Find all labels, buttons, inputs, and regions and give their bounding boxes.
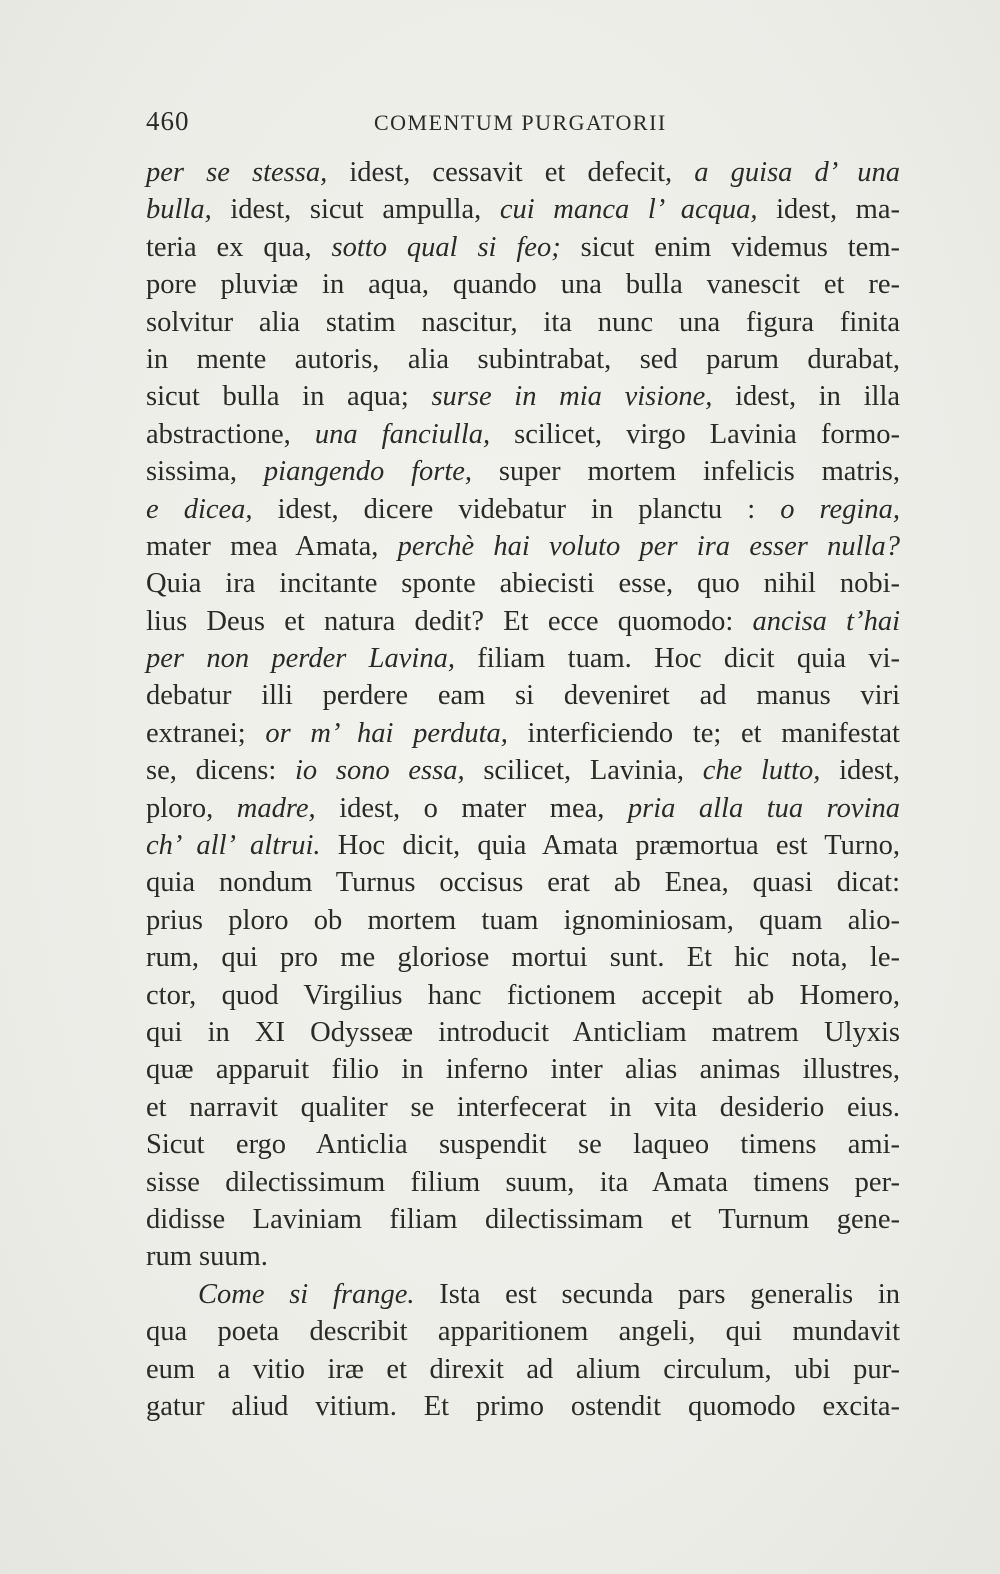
text-line: per non perder Lavina, filiam tuam. Hoc dicit quia vi- <box>146 643 900 675</box>
text-line: extranei; or m’ hai perduta, interficiendo te; et manifestat <box>146 717 900 749</box>
commentary-text <box>146 154 900 1425</box>
text-line: bulla, idest, sicut ampulla, cui manca l’ acqua, idest, ma- <box>146 194 900 226</box>
text-line: per se stessa, idest, cessavit et defecit, a guisa d’ una <box>146 157 901 188</box>
text-line: ch’ all’ altrui. Hoc dicit, quia Amata præmortua est Turno, <box>146 830 900 862</box>
page-header <box>146 106 900 146</box>
text-line: abstractione, una fanciulla, scilicet, virgo Lavinia formo- <box>146 418 901 450</box>
text-line: in mente autoris, alia subintrabat, sed parum durabat, <box>146 343 900 375</box>
text-line: quia nondum Turnus occisus erat ab Enea, quasi dicat: <box>146 867 900 899</box>
text-line: didisse Laviniam filiam dilectissimam et Turnum gene- <box>146 1203 900 1235</box>
text-line: et narravit qualiter se interfecerat in vita desiderio eius. <box>146 1091 900 1123</box>
text-line: mater mea Amata, perchè hai voluto per ira esser nulla? <box>146 530 900 562</box>
text-line: pore pluviæ in aqua, quando una bulla vanescit et re- <box>146 269 900 301</box>
text-line: rum, qui pro me gloriose mortui sunt. Et hic nota, le- <box>146 942 900 974</box>
text-line: debatur illi perdere eam si deveniret ad manus viri <box>146 680 900 712</box>
page-number: 460 <box>146 106 190 136</box>
text-line: sissima, piangendo forte, super mortem infelicis matris, <box>146 456 900 488</box>
text-line: qui in XI Odysseæ introducit Anticliam matrem Ulyxis <box>146 1016 900 1048</box>
text-line-paragraph-end: rum suum. <box>146 1241 268 1273</box>
text-line: eum a vitio iræ et direxit ad alium circulum, ubi pur- <box>146 1353 900 1385</box>
text-line: solvitur alia statim nascitur, ita nunc una figura finita <box>146 306 900 338</box>
text-line: ctor, quod Virgilius hanc fictionem accepit ab Homero, <box>146 979 900 1011</box>
running-title: COMENTUM PURGATORII <box>374 110 667 135</box>
text-line: sisse dilectissimum filium suum, ita Amata timens per- <box>146 1166 900 1198</box>
text-line: qua poeta describit apparitionem angeli, qui mundavit <box>146 1316 900 1348</box>
text-line: e dicea, idest, dicere videbatur in planctu : o regina, <box>146 493 900 525</box>
text-line: prius ploro ob mortem tuam ignominiosam, quam alio- <box>146 904 900 936</box>
text-line: ploro, madre, idest, o mater mea, pria alla tua rovina <box>146 792 900 824</box>
text-line: gatur aliud vitium. Et primo ostendit quomodo excita- <box>146 1390 900 1422</box>
text-line: lius Deus et natura dedit? Et ecce quomodo: ancisa t’hai <box>146 605 900 637</box>
text-line: se, dicens: io sono essa, scilicet, Lavinia, che lutto, idest, <box>146 755 901 787</box>
text-line: Quia ira incitante sponte abiecisti esse, quo nihil nobi- <box>146 568 900 600</box>
text-line: Sicut ergo Anticlia suspendit se laqueo timens ami- <box>146 1129 900 1161</box>
text-line: quæ apparuit filio in inferno inter alias animas illustres, <box>146 1054 900 1086</box>
text-line: teria ex qua, sotto qual si feo; sicut enim videmus tem- <box>146 231 900 263</box>
text-line: sicut bulla in aqua; surse in mia visione, idest, in illa <box>146 381 901 413</box>
text-line-paragraph-start: Come si frange. Ista est secunda pars generalis in <box>198 1278 900 1310</box>
